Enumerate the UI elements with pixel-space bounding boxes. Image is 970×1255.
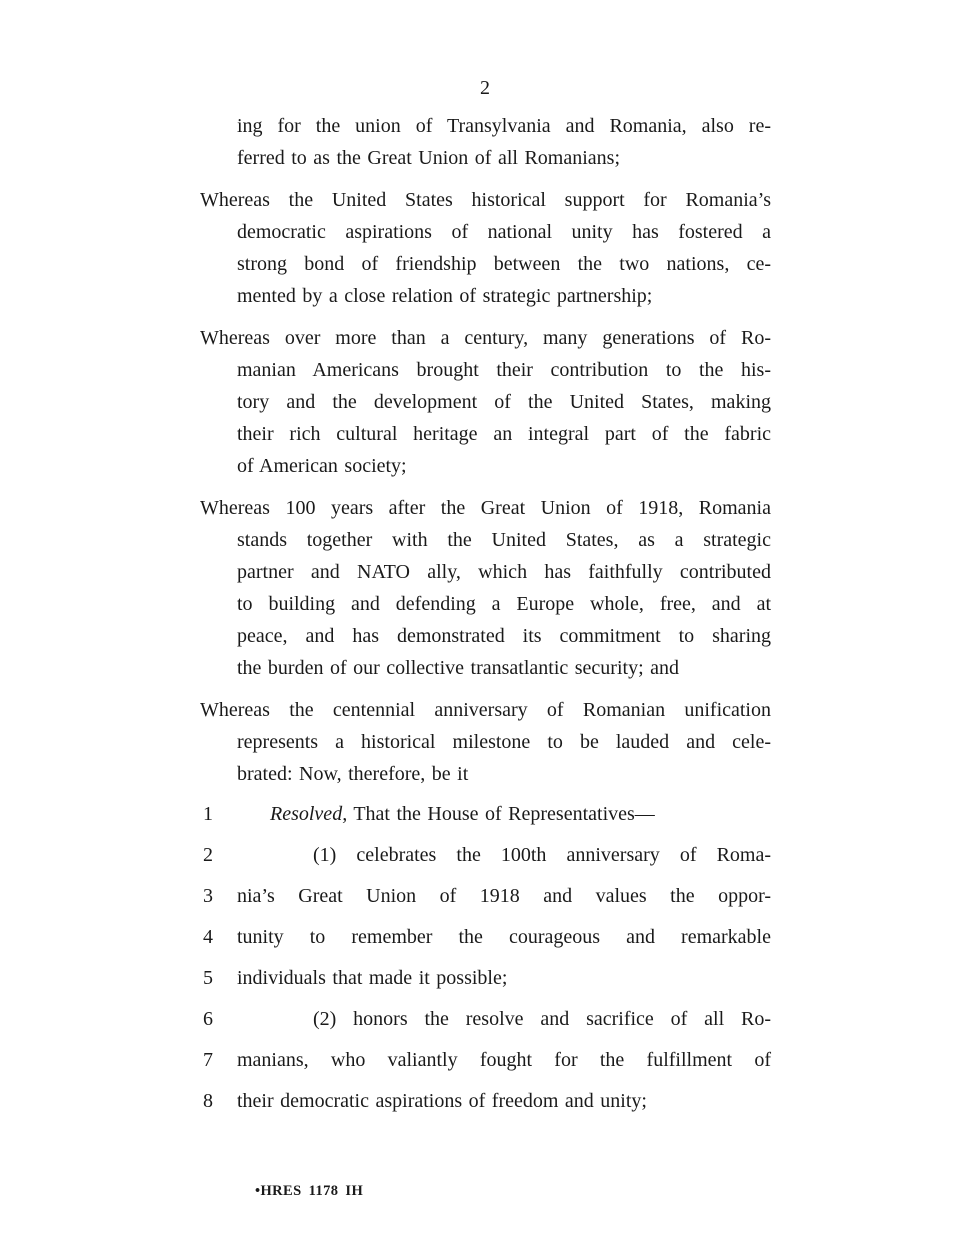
page-number: 2 xyxy=(480,77,490,99)
whereas-paragraph xyxy=(200,694,771,790)
whereas-line-text: Whereas the centennial anniversary of Romanian unification xyxy=(200,699,771,721)
line-text-rest: their democratic aspirations of freedom and unity; xyxy=(237,1090,647,1112)
whereas-line-text: partner and NATO ally, which has faithfully contributed xyxy=(237,561,771,583)
line-text-rest: (2) honors the resolve and sacrifice of all Ro- xyxy=(313,1008,771,1030)
line-text-italic: Resolved, xyxy=(270,803,348,825)
line-number: 1 xyxy=(203,803,213,825)
line-number: 8 xyxy=(203,1090,213,1112)
line-text xyxy=(237,958,771,999)
line-number: 6 xyxy=(203,1008,213,1030)
resolution-row xyxy=(200,835,771,876)
line-text xyxy=(313,835,771,876)
whereas-line-text: tory and the development of the United States, making xyxy=(237,391,771,413)
line-text xyxy=(270,794,771,835)
whereas-line-text: their rich cultural heritage an integral part of the fabric xyxy=(237,423,771,445)
resolution-row xyxy=(200,917,771,958)
line-text-rest: That the House of Representatives— xyxy=(347,803,655,825)
line-text xyxy=(237,1081,771,1122)
whereas-line-text: democratic aspirations of national unity has fostered a xyxy=(237,221,771,243)
whereas-line-text: to building and defending a Europe whole, free, and at xyxy=(237,593,771,615)
resolution-row xyxy=(200,999,771,1040)
resolution-row xyxy=(200,1040,771,1081)
whereas-line-text: ing for the union of Transylvania and Romania, also re- xyxy=(237,115,771,137)
resolution-row xyxy=(200,1081,771,1122)
line-text-rest: manians, who valiantly fought for the fulfillment of xyxy=(237,1049,771,1071)
line-number: 5 xyxy=(203,967,213,989)
whereas-line-text: stands together with the United States, as a strategic xyxy=(237,529,771,551)
whereas-line-text: Whereas 100 years after the Great Union of 1918, Romania xyxy=(200,497,771,519)
resolution-row xyxy=(200,876,771,917)
line-text-rest: (1) celebrates the 100th anniversary of Roma- xyxy=(313,844,771,866)
whereas-line-text: mented by a close relation of strategic partnership; xyxy=(237,285,653,307)
line-number: 4 xyxy=(203,926,213,948)
document-content xyxy=(200,110,771,1122)
whereas-line-text: peace, and has demonstrated its commitment to sharing xyxy=(237,625,771,647)
footer xyxy=(255,1182,363,1200)
whereas-paragraph xyxy=(200,492,771,684)
line-number: 2 xyxy=(203,844,213,866)
bullet-icon: • xyxy=(255,1183,261,1199)
whereas-line-text: the burden of our collective transatlantic security; and xyxy=(237,657,680,679)
whereas-line-text: strong bond of friendship between the two nations, ce- xyxy=(237,253,771,275)
line-text-rest: nia’s Great Union of 1918 and values the oppor- xyxy=(237,885,771,907)
footer-text: HRES 1178 IH xyxy=(260,1183,364,1199)
resolution-section xyxy=(200,794,771,1122)
line-text xyxy=(237,876,771,917)
whereas-line-text: Whereas the United States historical support for Romania’s xyxy=(200,189,771,211)
line-text xyxy=(313,999,771,1040)
whereas-line-text: manian Americans brought their contribution to the his- xyxy=(237,359,771,381)
whereas-paragraph xyxy=(200,184,771,312)
whereas-line-text: represents a historical milestone to be lauded and cele- xyxy=(237,731,771,753)
whereas-line-text: Whereas over more than a century, many generations of Ro- xyxy=(200,327,771,349)
line-text-rest: tunity to remember the courageous and remarkable xyxy=(237,926,771,948)
line-text xyxy=(237,917,771,958)
whereas-line-text: of American society; xyxy=(237,455,407,477)
whereas-section xyxy=(200,110,771,790)
line-text xyxy=(237,1040,771,1081)
whereas-line-text: ferred to as the Great Union of all Romanians; xyxy=(237,147,620,169)
resolution-row xyxy=(200,958,771,999)
whereas-line-text: brated: Now, therefore, be it xyxy=(237,763,469,785)
line-number: 3 xyxy=(203,885,213,907)
line-text-rest: individuals that made it possible; xyxy=(237,967,508,989)
resolution-row xyxy=(200,794,771,835)
whereas-paragraph xyxy=(200,110,771,174)
whereas-paragraph xyxy=(200,322,771,482)
line-number: 7 xyxy=(203,1049,213,1071)
